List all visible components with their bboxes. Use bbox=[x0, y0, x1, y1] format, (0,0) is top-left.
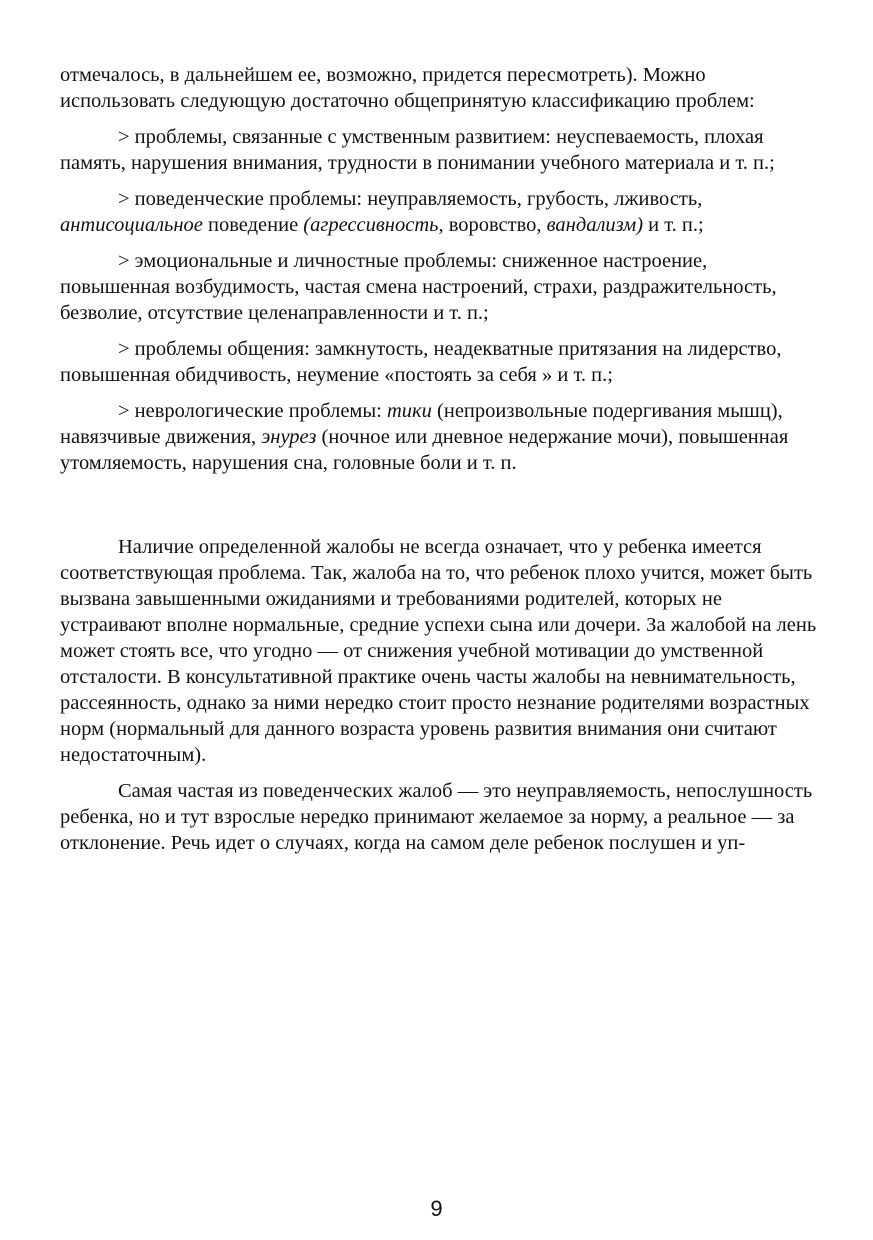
text-run: (непроизвольные подергивания мышц), навязчивые движения, bbox=[60, 400, 783, 448]
text-run: > проблемы общения: замкнутость, неадекватные притязания на лидерство, повышенная обидчивость, неумение «постоять за себя » и т. п.; bbox=[60, 338, 782, 386]
paragraph-p6 bbox=[60, 534, 820, 768]
italic-term: энурез bbox=[261, 426, 317, 448]
text-run: воровство, bbox=[443, 214, 547, 236]
text-run: и т. п.; bbox=[643, 214, 704, 236]
text-run: (ночное или дневное недержание мочи), повышенная утомляемость, нарушения сна, головные боли и т. п. bbox=[60, 426, 789, 474]
section-gap bbox=[60, 486, 820, 534]
italic-term: вандализм) bbox=[546, 214, 644, 236]
text-run: > неврологические проблемы: bbox=[118, 400, 387, 422]
italic-term: тики bbox=[386, 400, 432, 422]
italic-term: (агрессивность, bbox=[303, 214, 444, 236]
paragraph-p0 bbox=[60, 62, 820, 114]
text-run: > поведенческие проблемы: неуправляемость, грубость, лживость, bbox=[118, 188, 703, 210]
paragraph-p2 bbox=[60, 186, 820, 238]
text-run: > эмоциональные и личностные проблемы: сниженное настроение, повышенная возбудимость, частая смена настроений, страхи, раздражительность, безволие, отсутствие целенаправленности и т. п.; bbox=[60, 250, 777, 324]
italic-term: антисоциальное bbox=[60, 214, 203, 236]
text-run: отмечалось, в дальнейшем ее, возможно, придется пересмотреть). Можно использовать следующую достаточно общепринятую классификацию проблем: bbox=[60, 64, 755, 112]
paragraph-p3 bbox=[60, 248, 820, 326]
paragraph-p5 bbox=[60, 398, 820, 476]
page-number: 9 bbox=[430, 1196, 443, 1221]
text-run: Наличие определенной жалобы не всегда означает, что у ребенка имеется соответствующая проблема. Так, жалоба на то, что ребенок плохо учится, может быть вызвана завышенными ожиданиями и требованиями родителей, которых не устраивают вполне нормальные, средние успехи сына или дочери. За жалобой на лень может стоять все, что угодно — от снижения учебной мотивации до умственной отсталости. В консультативной практике очень часты жалобы на невнимательность, рассеянность, однако за ними нередко стоит просто незнание родителями возрастных норм (нормальный для данного возраста уровень развития внимания они считают недостаточным). bbox=[60, 536, 817, 766]
page-body bbox=[60, 62, 820, 866]
text-run: поведение bbox=[202, 214, 304, 236]
paragraph-p1 bbox=[60, 124, 820, 176]
paragraph-p4 bbox=[60, 336, 820, 388]
text-run: > проблемы, связанные с умственным развитием: неуспеваемость, плохая память, нарушения внимания, трудности в понимании учебного материала и т. п.; bbox=[60, 126, 775, 174]
paragraph-p7 bbox=[60, 778, 820, 856]
text-run: Самая частая из поведенческих жалоб — это неуправляемость, непослушность ребенка, но и тут взрослые нередко принимают желаемое за норму, а реальное — за отклонение. Речь идет о случаях, когда на самом деле ребенок послушен и уп- bbox=[60, 780, 813, 854]
